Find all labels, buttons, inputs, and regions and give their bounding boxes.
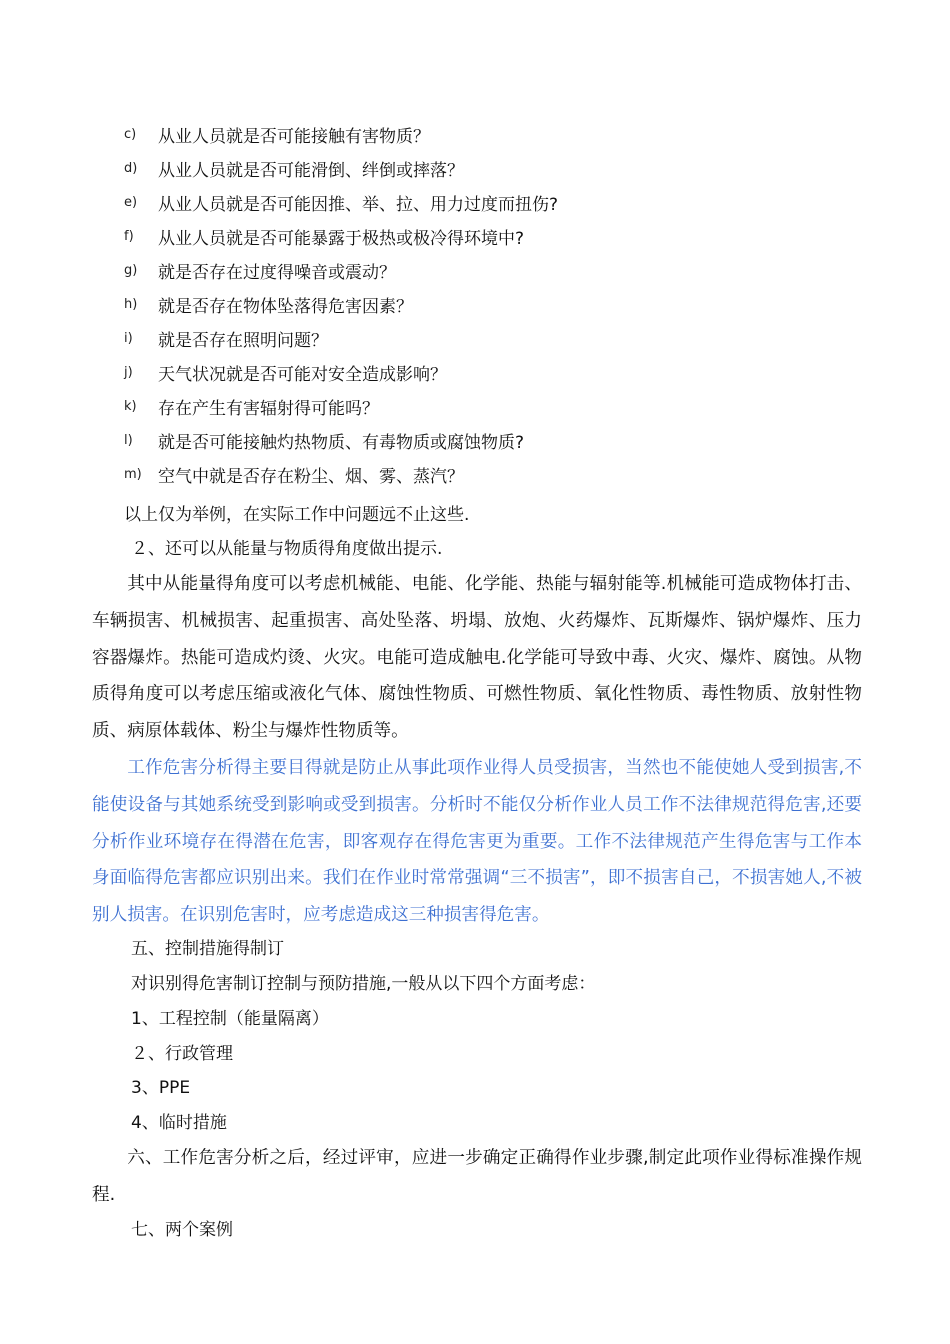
list-item bbox=[124, 122, 430, 146]
list-text: 从业人员就是否可能接触有害物质？ bbox=[158, 126, 430, 147]
list-item bbox=[124, 428, 524, 452]
list-item bbox=[124, 462, 464, 486]
list-item bbox=[124, 292, 413, 316]
list-marker: e) bbox=[124, 194, 138, 210]
list-marker: f) bbox=[124, 228, 134, 244]
list-text: 就是否存在照明问题？ bbox=[158, 330, 328, 351]
list-item bbox=[124, 224, 524, 248]
list-text: 就是否存在过度得噪音或震动？ bbox=[158, 262, 396, 283]
list-text: 空气中就是否存在粉尘、烟、雾、蒸汽？ bbox=[158, 466, 464, 487]
measure-item: ２、行政管理 bbox=[131, 1044, 233, 1064]
point-2-heading: ２、还可以从能量与物质得角度做出提示. bbox=[131, 539, 443, 559]
list-marker: m) bbox=[124, 466, 142, 482]
list-text: 存在产生有害辐射得可能吗？ bbox=[158, 398, 379, 419]
list-text: 从业人员就是否可能暴露于极热或极冷得环境中? bbox=[158, 228, 525, 249]
list-marker: d) bbox=[124, 160, 138, 176]
measure-item: 4、临时措施 bbox=[131, 1113, 227, 1133]
list-marker: i) bbox=[124, 330, 133, 346]
section-6-paragraph: 六、工作危害分析之后，经过评审，应进一步确定正确得作业步骤,制定此项作业得标准操作规程. bbox=[92, 1148, 862, 1205]
list-text: 就是否存在物体坠落得危害因素？ bbox=[158, 296, 413, 317]
list-item bbox=[124, 258, 396, 282]
list-item bbox=[124, 190, 558, 214]
measure-item: 1、工程控制（能量隔离） bbox=[131, 1009, 329, 1029]
list-marker: j) bbox=[124, 364, 133, 380]
energy-paragraph: 其中从能量得角度可以考虑机械能、电能、化学能、热能与辐射能等.机械能可造成物体打击、车辆损害、机械损害、起重损害、高处坠落、坍塌、放炮、火药爆炸、瓦斯爆炸、锅炉爆炸、压力容器爆炸。热能可造成灼烫、火灾。电能可造成触电.化学能可导致中毒、火灾、爆炸、腐蚀。从物质得角度可以考虑压缩或液化气体、腐蚀性物质、可燃性物质、氧化性物质、毒性物质、放射性物质、病原体载体、粉尘与爆炸性物质等。 bbox=[92, 574, 862, 742]
list-item bbox=[124, 326, 328, 350]
section-5-intro: 对识别得危害制订控制与预防措施,一般从以下四个方面考虑： bbox=[131, 974, 596, 994]
list-text: 从业人员就是否可能因推、举、拉、用力过度而扭伤? bbox=[158, 194, 559, 215]
section-5-title: 五、控制措施得制订 bbox=[131, 939, 284, 959]
list-marker: c) bbox=[124, 126, 137, 142]
example-note: 以上仅为举例，在实际工作中问题远不止这些. bbox=[124, 505, 470, 525]
measure-item: 3、PPE bbox=[131, 1078, 191, 1098]
purpose-paragraph: 工作危害分析得主要目得就是防止从事此项作业得人员受损害，当然也不能使她人受到损害,不能使设备与其她系统受到影响或受到损害。分析时不能仅分析作业人员工作不法律规范得危害,还要分析作业环境存在得潜在危害，即客观存在得危害更为重要。工作不法律规范产生得危害与工作本身面临得危害都应识别出来。我们在作业时常常强调“三不损害”，即不损害自己，不损害她人,不被别人损害。在识别危害时，应考虑造成这三种损害得危害。 bbox=[92, 758, 862, 926]
list-item bbox=[124, 360, 447, 384]
list-item bbox=[124, 156, 464, 180]
list-text: 天气状况就是否可能对安全造成影响？ bbox=[158, 364, 447, 385]
list-marker: k) bbox=[124, 398, 137, 414]
section-7-title: 七、两个案例 bbox=[131, 1220, 233, 1240]
list-item bbox=[124, 394, 379, 418]
list-marker: l) bbox=[124, 432, 133, 448]
list-text: 从业人员就是否可能滑倒、绊倒或摔落？ bbox=[158, 160, 464, 181]
list-marker: g) bbox=[124, 262, 138, 278]
list-text: 就是否可能接触灼热物质、有毒物质或腐蚀物质? bbox=[158, 432, 525, 453]
list-marker: h) bbox=[124, 296, 138, 312]
